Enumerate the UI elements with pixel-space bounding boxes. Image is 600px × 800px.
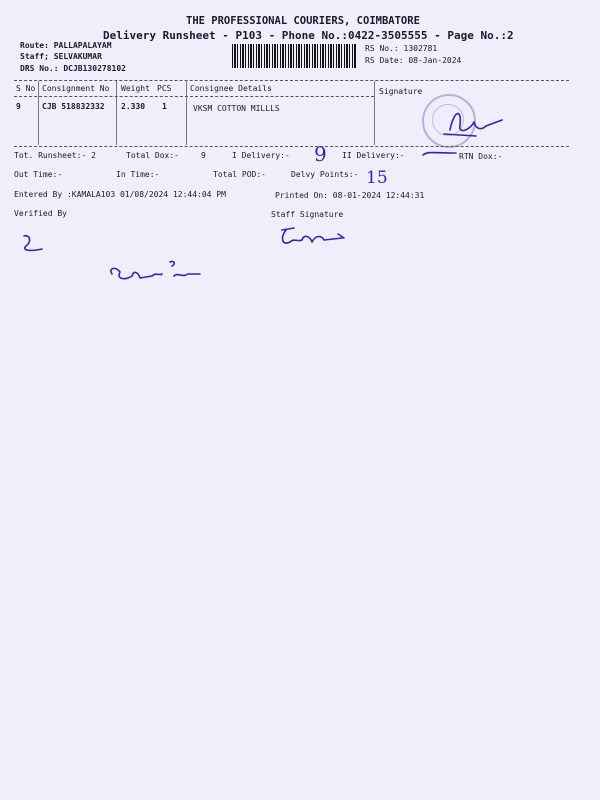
rs-date: RS Date: 08-Jan-2024 [365, 56, 462, 65]
column-header-consignee: Consignee Details [190, 84, 272, 93]
table-divider [38, 81, 39, 145]
rtn-dox-label: RTN Dox:- [459, 152, 503, 161]
header-underline [14, 96, 374, 97]
table-divider [374, 81, 375, 145]
drs-number: DRS No.: DCJB130278102 [20, 64, 126, 73]
row-weight: 2.330 [121, 102, 146, 111]
table-divider [116, 81, 117, 145]
in-time-label: In Time:- [116, 170, 160, 179]
i-delivery-handwritten [312, 143, 334, 167]
table-bottom-rule [14, 146, 569, 147]
svg-text:9: 9 [314, 143, 327, 166]
company-name: THE PROFESSIONAL COURIERS, COIMBATORE [186, 15, 420, 27]
column-header-pcs: PCS [157, 84, 172, 93]
supervisor-signature [104, 258, 209, 288]
column-header-sno: S No [16, 84, 36, 93]
table-top-rule [14, 80, 569, 81]
barcode-image [232, 44, 357, 68]
printed-on: Printed On: 08-01-2024 12:44:31 [275, 191, 425, 200]
column-header-signature: Signature [379, 87, 423, 96]
staff-label: Staff; SELVAKUMAR [20, 52, 102, 61]
row-sno: 9 [16, 102, 21, 111]
column-header-weight: Weight [121, 84, 150, 93]
row-consignment: CJB 518832332 [42, 102, 105, 111]
delvy-points-handwritten [364, 165, 398, 189]
staff-signature [272, 222, 352, 252]
column-header-consignment: Consignment No [42, 84, 110, 93]
runsheet-title: Delivery Runsheet - P103 - Phone No.:0422-3505555 - Page No.:2 [103, 29, 514, 42]
entered-by: Entered By :KAMALA103 01/08/2024 12:44:04 PM [14, 190, 226, 199]
verified-by-label: Verified By [14, 209, 67, 218]
row-consignee: VKSM COTTON MILLLS [193, 104, 280, 113]
svg-text:15: 15 [366, 168, 388, 188]
table-divider [186, 81, 187, 145]
verified-by-signature [18, 232, 48, 256]
out-time-label: Out Time:- [14, 170, 63, 179]
i-delivery-label: I Delivery:- [232, 151, 290, 160]
ii-delivery-label: II Delivery:- [342, 151, 405, 160]
consignee-signature [440, 100, 510, 145]
total-pod-label: Total POD:- [213, 170, 266, 179]
delvy-points-label: Delvy Points:- [291, 170, 359, 179]
route-label: Route: PALLAPALAYAM [20, 41, 112, 50]
total-dox-value: 9 [201, 151, 206, 160]
rs-number: RS No.: 1302781 [365, 44, 438, 53]
total-dox-label: Total Dox:- [126, 151, 179, 160]
total-runsheet: Tot. Runsheet:- 2 [14, 151, 96, 160]
staff-signature-label: Staff Signature [271, 210, 344, 219]
row-pcs: 1 [162, 102, 167, 111]
ii-delivery-dash-mark [420, 148, 460, 162]
